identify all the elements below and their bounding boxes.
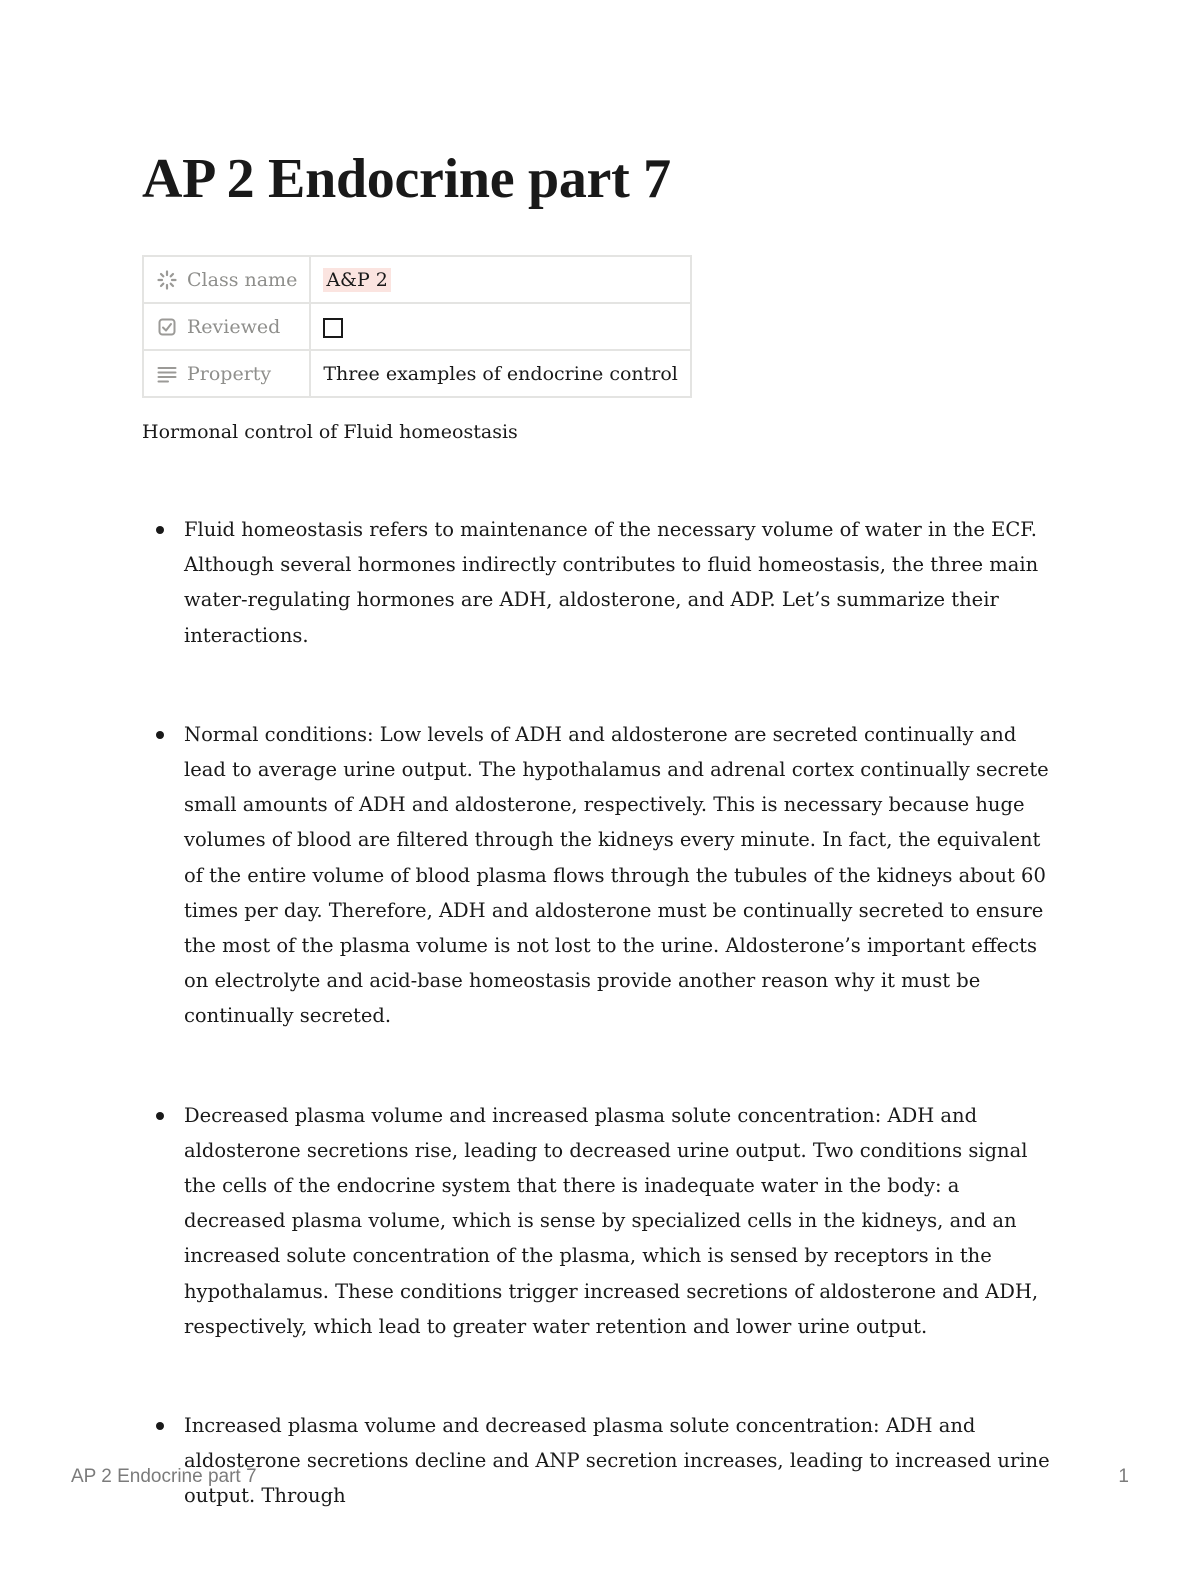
list-item-text: Normal conditions: Low levels of ADH and aldosterone are secreted continually and lead to average urine output. The hypothalamus and adrenal cortex continually secrete small amounts of ADH and aldosterone, respectively. This is necessary because huge volumes of blood are filtered through the kidneys every minute. In fact, the equivalent of the entire volume of blood plasma flows through the tubules of the kidneys about 60 times per day. Therefore, ADH and aldosterone must be continually secreted to ensure the most of the plasma volume is not lost to the urine. Aldosterone’s important effects on electrolyte and acid-base homeostasis provide another reason why it must be continually secreted. [184, 722, 1049, 1028]
bullet-dot-icon [156, 731, 164, 739]
properties-table [142, 255, 692, 398]
property-key-label: Class name [187, 268, 298, 291]
property-value-cell[interactable] [310, 256, 691, 303]
property-row-class-name [143, 256, 691, 303]
property-key-cell [143, 350, 310, 397]
property-key-cell [143, 303, 310, 350]
footer-title: AP 2 Endocrine part 7 [71, 1466, 257, 1487]
bullet-dot-icon [156, 1112, 164, 1120]
property-key-label: Reviewed [187, 315, 281, 338]
checkbox-icon [156, 316, 178, 338]
list-item [142, 1408, 1062, 1514]
bullet-list [142, 512, 1062, 1578]
property-key-cell [143, 256, 310, 303]
list-item [142, 1098, 1062, 1344]
bullet-dot-icon [156, 526, 164, 534]
property-row-property [143, 350, 691, 397]
property-value-cell[interactable] [310, 303, 691, 350]
page-number: 1 [1118, 1466, 1129, 1487]
list-item-text: Increased plasma volume and decreased plasma solute concentration: ADH and aldosterone secretions decline and ANP secretion increases, leading to increased urine output. Through [184, 1414, 1050, 1508]
property-row-reviewed [143, 303, 691, 350]
intro-text: Hormonal control of Fluid homeostasis [142, 421, 518, 443]
list-item-text: Fluid homeostasis refers to maintenance of the necessary volume of water in the ECF. Although several hormones indirectly contributes to fluid homeostasis, the three main water-regulating hormones are ADH, aldosterone, and ADP. Let’s summarize their interactions. [184, 518, 1039, 647]
loading-spinner-icon [156, 269, 178, 291]
class-name-tag[interactable]: A&P 2 [323, 268, 391, 292]
property-value-cell[interactable] [310, 350, 691, 397]
property-value-text: Three examples of endocrine control [323, 362, 678, 385]
bullet-dot-icon [156, 1422, 164, 1430]
list-item-text: Decreased plasma volume and increased plasma solute concentration: ADH and aldosterone secretions rise, leading to decreased urine output. Two conditions signal the cells of the endocrine system that there is inadequate water in the body: a decreased plasma volume, which is sense by specialized cells in the kidneys, and an increased solute concentration of the plasma, which is sensed by receptors in the hypothalamus. These conditions trigger increased secretions of aldosterone and ADH, respectively, which lead to greater water retention and lower urine output. [184, 1103, 1039, 1338]
property-key-label: Property [187, 362, 272, 385]
reviewed-checkbox[interactable] [323, 318, 343, 338]
text-lines-icon [156, 363, 178, 385]
list-item [142, 717, 1062, 1034]
list-item [142, 512, 1062, 653]
page-title: AP 2 Endocrine part 7 [142, 148, 671, 210]
